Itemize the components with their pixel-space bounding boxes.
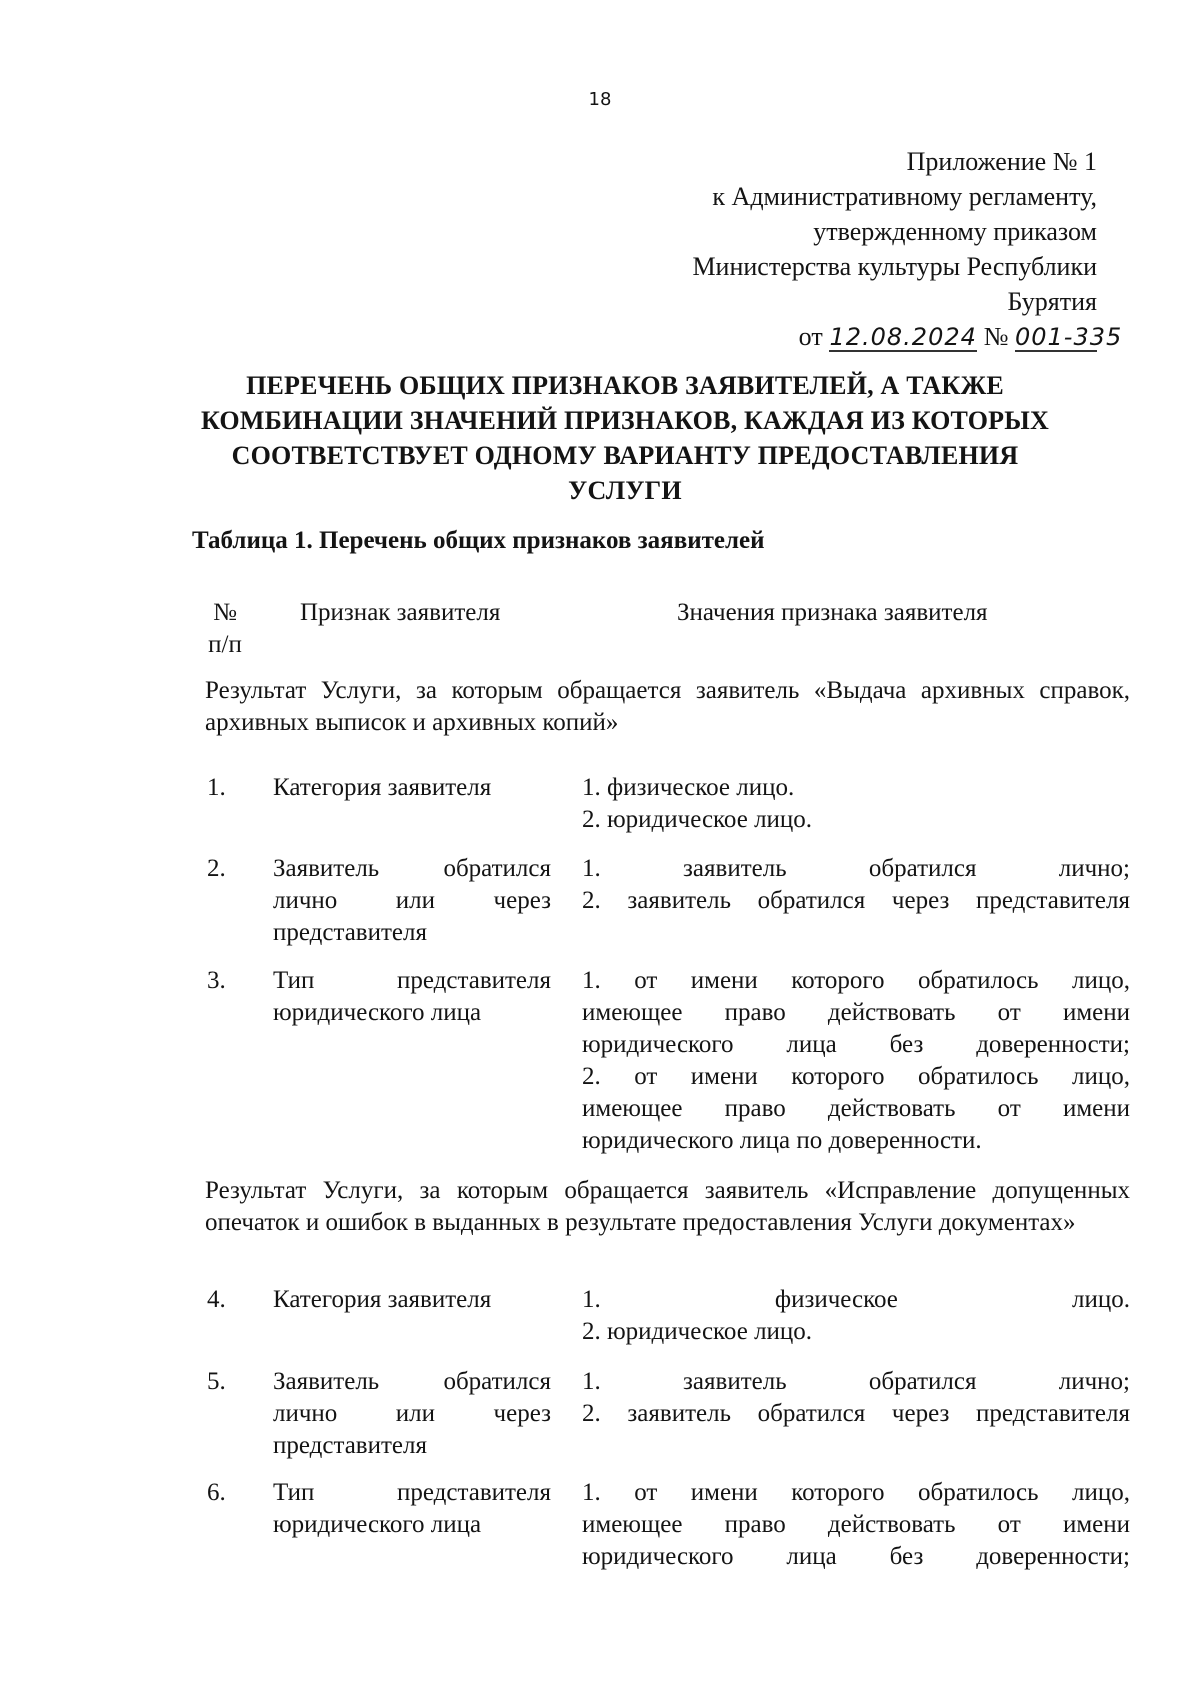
row-value-line: 1. физическое лицо. [582,1286,1130,1313]
title-line: СООТВЕТСТВУЕТ ОДНОМУ ВАРИАНТУ ПРЕДОСТАВЛЕНИЯ [231,441,1019,470]
column-header-num-label: № [213,599,237,626]
row-values [582,1366,1130,1430]
row-feature: Заявитель обратился лично или через представителя [273,1368,551,1459]
handwritten-number: 001-335 [1015,323,1123,351]
row-value-line: 2. заявитель обратился через представителя [582,887,1130,914]
row-value-line: 2. юридическое лицо. [582,1318,813,1345]
title-line: УСЛУГИ [568,476,682,505]
row-number: 6. [207,1479,226,1506]
handwritten-date: 12.08.2024 [829,323,977,351]
row-value-line: 2. от имени которого обратилось лицо, [582,1063,1130,1090]
row-values [582,853,1130,917]
column-header-num-sub: п/п [208,631,242,658]
row-feature: Заявитель обратился лично или через представителя [273,855,551,946]
row-value-line: 1. заявитель обратился лично; [582,1368,1130,1395]
number-prefix: № [983,322,1009,351]
row-values [582,1477,1130,1573]
row-number: 5. [207,1368,226,1395]
appendix-line: Приложение № 1 [906,147,1097,176]
row-feature: Тип представителя юридического лица [273,1479,551,1538]
row-value-line: 1. от имени которого обратилось лицо, [582,1479,1130,1506]
document-title [180,368,1070,508]
table-caption: Таблица 1. Перечень общих признаков заявителей [192,527,765,554]
title-line: КОМБИНАЦИИ ЗНАЧЕНИЙ ПРИЗНАКОВ, КАЖДАЯ ИЗ КОТОРЫХ [201,406,1049,435]
row-value-line: юридического лица без доверенности; [582,1031,1130,1058]
row-feature: Тип представителя юридического лица [273,967,551,1026]
row-value-line: юридического лица по доверенности. [582,1127,982,1154]
row-feature: Категория заявителя [273,774,492,801]
row-value-line: имеющее право действовать от имени [582,999,1130,1026]
row-value-line: 2. заявитель обратился через представителя [582,1400,1130,1427]
row-number: 4. [207,1286,226,1313]
appendix-line: Министерства культуры Республики [692,252,1097,281]
date-prefix: от [798,322,823,351]
row-values [582,965,1130,1157]
row-value-line: 1. заявитель обратился лично; [582,855,1130,882]
row-feature: Категория заявителя [273,1286,492,1313]
row-value-line: 1. от имени которого обратилось лицо, [582,967,1130,994]
row-value-line: 1. физическое лицо. [582,774,795,801]
row-number: 1. [207,774,226,801]
row-values [582,772,1130,836]
row-value-line: имеющее право действовать от имени [582,1511,1130,1538]
row-values [582,1284,1130,1348]
appendix-line: к Административному регламенту, [712,182,1097,211]
row-value-line: 2. юридическое лицо. [582,806,813,833]
row-value-line: юридического лица без доверенности; [582,1543,1130,1570]
appendix-block [457,144,1123,354]
appendix-line: утвержденному приказом [813,217,1097,246]
section-result-text: Результат Услуги, за которым обращается заявитель «Исправление допущенных опечаток и ошибок в выданных в результате предоставления Услуги документах» [205,1177,1130,1236]
title-line: ПЕРЕЧЕНЬ ОБЩИХ ПРИЗНАКОВ ЗАЯВИТЕЛЕЙ, А ТАКЖЕ [246,371,1004,400]
row-value-line: имеющее право действовать от имени [582,1095,1130,1122]
page-number: 18 [588,89,612,110]
section-result-text: Результат Услуги, за которым обращается заявитель «Выдача архивных справок, архивных выписок и архивных копий» [205,677,1130,736]
column-header-feature: Признак заявителя [300,599,501,626]
appendix-date-line [457,319,1123,354]
row-number: 3. [207,967,226,994]
appendix-line: Бурятия [1007,287,1097,316]
row-number: 2. [207,855,226,882]
column-header-values: Значения признака заявителя [677,599,988,626]
column-header-num [203,597,247,661]
